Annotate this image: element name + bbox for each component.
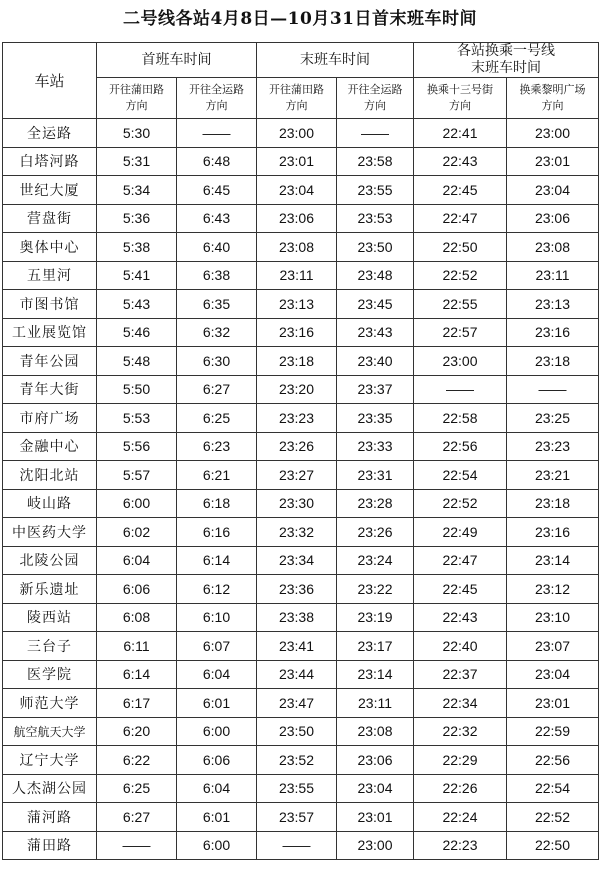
table-row: [3, 803, 599, 832]
last-to-quanyun-cell: 23:55: [337, 176, 414, 205]
first-to-quanyun-cell: 6:45: [177, 176, 257, 205]
transfer-liming-cell: 23:07: [507, 632, 599, 661]
first-to-putian-cell: 6:27: [97, 803, 177, 832]
last-to-putian-cell: 23:36: [257, 575, 337, 604]
transfer-shisanhao-cell: 22:40: [414, 632, 507, 661]
station-cell: 师范大学: [3, 689, 97, 718]
transfer-liming-cell: 23:18: [507, 347, 599, 376]
table-row: [3, 204, 599, 233]
first-to-putian-cell: 6:00: [97, 489, 177, 518]
first-to-quanyun-cell: 6:00: [177, 717, 257, 746]
first-to-putian-cell: 5:53: [97, 404, 177, 433]
last-to-putian-cell: 23:18: [257, 347, 337, 376]
transfer-liming-cell: 23:06: [507, 204, 599, 233]
last-to-quanyun-cell: 23:22: [337, 575, 414, 604]
last-to-putian-cell: 23:23: [257, 404, 337, 433]
first-to-putian-cell: 6:25: [97, 774, 177, 803]
first-to-putian-cell: 5:48: [97, 347, 177, 376]
first-to-quanyun-cell: 6:06: [177, 746, 257, 775]
first-to-quanyun-cell: 6:38: [177, 261, 257, 290]
last-to-putian-cell: 23:20: [257, 375, 337, 404]
table-row: [3, 774, 599, 803]
last-to-quanyun-cell: 23:37: [337, 375, 414, 404]
schedule-table: [2, 42, 599, 860]
table-row: [3, 689, 599, 718]
first-to-putian-cell: 5:30: [97, 119, 177, 148]
first-to-quanyun-cell: 6:23: [177, 432, 257, 461]
transfer-shisanhao-cell: 22:52: [414, 489, 507, 518]
first-to-putian-cell: 5:38: [97, 233, 177, 262]
table-row: [3, 575, 599, 604]
station-cell: 航空航天大学: [3, 717, 97, 746]
station-cell: 中医药大学: [3, 518, 97, 547]
first-to-quanyun-cell: 6:25: [177, 404, 257, 433]
first-to-putian-cell: 6:20: [97, 717, 177, 746]
transfer-shisanhao-cell: 22:37: [414, 660, 507, 689]
first-to-putian-cell: 6:02: [97, 518, 177, 547]
last-to-putian-cell: 23:30: [257, 489, 337, 518]
first-to-quanyun-cell: 6:04: [177, 660, 257, 689]
station-cell: 三台子: [3, 632, 97, 661]
transfer-liming-cell: 23:08: [507, 233, 599, 262]
table-row: [3, 404, 599, 433]
first-to-quanyun-cell: 6:10: [177, 603, 257, 632]
last-to-putian-cell: 23:08: [257, 233, 337, 262]
first-to-quanyun-cell: 6:35: [177, 290, 257, 319]
last-to-putian-cell: 23:04: [257, 176, 337, 205]
last-train-header: 末班车时间: [257, 43, 414, 78]
table-row: [3, 176, 599, 205]
first-to-putian-cell: 6:08: [97, 603, 177, 632]
last-to-quanyun-header: 开往全运路 方向: [337, 78, 414, 119]
table-row: [3, 119, 599, 148]
transfer-shisanhao-cell: 23:00: [414, 347, 507, 376]
station-cell: 新乐遗址: [3, 575, 97, 604]
station-cell: 蒲河路: [3, 803, 97, 832]
table-row: [3, 518, 599, 547]
transfer-shisanhao-cell: 22:43: [414, 147, 507, 176]
last-to-quanyun-cell: 23:53: [337, 204, 414, 233]
station-cell: 市图书馆: [3, 290, 97, 319]
transfer-liming-cell: 22:52: [507, 803, 599, 832]
first-to-quanyun-cell: 6:01: [177, 689, 257, 718]
last-to-quanyun-cell: 23:45: [337, 290, 414, 319]
first-to-putian-cell: 5:36: [97, 204, 177, 233]
transfer-shisanhao-cell: 22:58: [414, 404, 507, 433]
first-to-quanyun-cell: 6:01: [177, 803, 257, 832]
last-to-putian-header: 开往蒲田路 方向: [257, 78, 337, 119]
first-to-putian-cell: 5:31: [97, 147, 177, 176]
table-row: [3, 461, 599, 490]
last-to-quanyun-cell: 23:04: [337, 774, 414, 803]
first-to-putian-cell: 5:50: [97, 375, 177, 404]
station-cell: 营盘街: [3, 204, 97, 233]
transfer-liming-cell: 23:11: [507, 261, 599, 290]
first-to-quanyun-cell: 6:14: [177, 546, 257, 575]
first-to-putian-cell: 5:56: [97, 432, 177, 461]
transfer-liming-cell: 23:14: [507, 546, 599, 575]
table-row: [3, 347, 599, 376]
transfer-shisanhao-cell: 22:45: [414, 575, 507, 604]
table-row: [3, 660, 599, 689]
last-to-quanyun-cell: 23:11: [337, 689, 414, 718]
table-row: [3, 632, 599, 661]
transfer-liming-cell: 23:00: [507, 119, 599, 148]
last-to-quanyun-cell: 23:01: [337, 803, 414, 832]
transfer-shisanhao-cell: 22:32: [414, 717, 507, 746]
first-to-putian-cell: 6:11: [97, 632, 177, 661]
first-to-quanyun-cell: ——: [177, 119, 257, 148]
transfer-shisanhao-cell: 22:43: [414, 603, 507, 632]
last-to-putian-cell: 23:32: [257, 518, 337, 547]
table-row: [3, 546, 599, 575]
first-to-putian-cell: 5:46: [97, 318, 177, 347]
first-to-quanyun-cell: 6:48: [177, 147, 257, 176]
first-to-putian-cell: 6:06: [97, 575, 177, 604]
transfer-liming-cell: 23:10: [507, 603, 599, 632]
transfer-liming-cell: 23:01: [507, 147, 599, 176]
first-to-putian-cell: 5:41: [97, 261, 177, 290]
last-to-putian-cell: 23:55: [257, 774, 337, 803]
transfer-liming-cell: 22:56: [507, 746, 599, 775]
transfer-shisanhao-cell: 22:52: [414, 261, 507, 290]
first-to-quanyun-cell: 6:27: [177, 375, 257, 404]
transfer-shisanhao-cell: 22:49: [414, 518, 507, 547]
last-to-putian-cell: 23:26: [257, 432, 337, 461]
table-row: [3, 147, 599, 176]
first-to-quanyun-cell: 6:32: [177, 318, 257, 347]
last-to-quanyun-cell: 23:06: [337, 746, 414, 775]
station-cell: 陵西站: [3, 603, 97, 632]
first-to-putian-header: 开往蒲田路 方向: [97, 78, 177, 119]
header-row-group: [3, 43, 599, 78]
first-to-putian-cell: 5:57: [97, 461, 177, 490]
last-to-quanyun-cell: 23:40: [337, 347, 414, 376]
table-row: [3, 831, 599, 860]
transfer-shisanhao-cell: 22:47: [414, 546, 507, 575]
last-to-quanyun-cell: 23:43: [337, 318, 414, 347]
station-cell: 辽宁大学: [3, 746, 97, 775]
first-to-quanyun-cell: 6:07: [177, 632, 257, 661]
last-to-quanyun-cell: 23:08: [337, 717, 414, 746]
transfer-liming-cell: 23:12: [507, 575, 599, 604]
station-cell: 沈阳北站: [3, 461, 97, 490]
last-to-putian-cell: 23:50: [257, 717, 337, 746]
last-to-putian-cell: 23:47: [257, 689, 337, 718]
first-to-putian-cell: 6:04: [97, 546, 177, 575]
last-to-quanyun-cell: ——: [337, 119, 414, 148]
transfer-liming-cell: 23:16: [507, 318, 599, 347]
last-to-putian-cell: 23:44: [257, 660, 337, 689]
last-to-putian-cell: 23:11: [257, 261, 337, 290]
first-to-putian-cell: 6:14: [97, 660, 177, 689]
transfer-shisanhao-cell: ——: [414, 375, 507, 404]
last-to-putian-cell: 23:57: [257, 803, 337, 832]
last-to-putian-cell: ——: [257, 831, 337, 860]
station-cell: 青年大街: [3, 375, 97, 404]
last-to-quanyun-cell: 23:48: [337, 261, 414, 290]
last-to-putian-cell: 23:01: [257, 147, 337, 176]
station-cell: 工业展览馆: [3, 318, 97, 347]
last-to-quanyun-cell: 23:58: [337, 147, 414, 176]
first-to-putian-cell: 5:34: [97, 176, 177, 205]
table-row: [3, 603, 599, 632]
first-to-quanyun-cell: 6:16: [177, 518, 257, 547]
first-to-quanyun-cell: 6:40: [177, 233, 257, 262]
transfer-liming-header: 换乘黎明广场 方向: [507, 78, 599, 119]
first-to-putian-cell: ——: [97, 831, 177, 860]
transfer-liming-cell: 22:54: [507, 774, 599, 803]
transfer-liming-cell: 22:59: [507, 717, 599, 746]
last-to-putian-cell: 23:00: [257, 119, 337, 148]
last-to-quanyun-cell: 23:31: [337, 461, 414, 490]
transfer-liming-cell: 22:50: [507, 831, 599, 860]
transfer-shisanhao-cell: 22:24: [414, 803, 507, 832]
transfer-shisanhao-cell: 22:41: [414, 119, 507, 148]
first-to-putian-cell: 6:17: [97, 689, 177, 718]
transfer-shisanhao-cell: 22:54: [414, 461, 507, 490]
station-cell: 人杰湖公园: [3, 774, 97, 803]
station-cell: 五里河: [3, 261, 97, 290]
transfer-shisanhao-cell: 22:50: [414, 233, 507, 262]
station-cell: 白塔河路: [3, 147, 97, 176]
transfer-shisanhao-cell: 22:26: [414, 774, 507, 803]
transfer-header: 各站换乘一号线 末班车时间: [414, 43, 599, 78]
last-to-quanyun-cell: 23:50: [337, 233, 414, 262]
first-to-quanyun-cell: 6:18: [177, 489, 257, 518]
station-cell: 金融中心: [3, 432, 97, 461]
transfer-liming-cell: 23:23: [507, 432, 599, 461]
first-to-quanyun-cell: 6:43: [177, 204, 257, 233]
first-to-putian-cell: 5:43: [97, 290, 177, 319]
transfer-shisanhao-header: 换乘十三号街 方向: [414, 78, 507, 119]
last-to-quanyun-cell: 23:19: [337, 603, 414, 632]
table-row: [3, 261, 599, 290]
transfer-shisanhao-cell: 22:45: [414, 176, 507, 205]
table-row: [3, 233, 599, 262]
first-to-quanyun-cell: 6:30: [177, 347, 257, 376]
first-to-quanyun-cell: 6:00: [177, 831, 257, 860]
table-row: [3, 746, 599, 775]
table-row: [3, 432, 599, 461]
station-cell: 全运路: [3, 119, 97, 148]
last-to-putian-cell: 23:34: [257, 546, 337, 575]
table-row: [3, 375, 599, 404]
station-cell: 岐山路: [3, 489, 97, 518]
transfer-liming-cell: 23:18: [507, 489, 599, 518]
first-to-quanyun-header: 开往全运路 方向: [177, 78, 257, 119]
last-to-putian-cell: 23:27: [257, 461, 337, 490]
last-to-quanyun-cell: 23:00: [337, 831, 414, 860]
table-row: [3, 489, 599, 518]
table-row: [3, 717, 599, 746]
last-to-putian-cell: 23:52: [257, 746, 337, 775]
station-column-header: 车站: [3, 43, 97, 119]
transfer-shisanhao-cell: 22:57: [414, 318, 507, 347]
last-to-putian-cell: 23:16: [257, 318, 337, 347]
last-to-quanyun-cell: 23:35: [337, 404, 414, 433]
last-to-quanyun-cell: 23:24: [337, 546, 414, 575]
first-to-quanyun-cell: 6:12: [177, 575, 257, 604]
transfer-shisanhao-cell: 22:56: [414, 432, 507, 461]
transfer-liming-cell: 23:21: [507, 461, 599, 490]
transfer-liming-cell: ——: [507, 375, 599, 404]
first-to-quanyun-cell: 6:04: [177, 774, 257, 803]
last-to-putian-cell: 23:38: [257, 603, 337, 632]
transfer-liming-cell: 23:13: [507, 290, 599, 319]
station-cell: 青年公园: [3, 347, 97, 376]
transfer-liming-cell: 23:25: [507, 404, 599, 433]
last-to-quanyun-cell: 23:14: [337, 660, 414, 689]
last-to-quanyun-cell: 23:26: [337, 518, 414, 547]
station-cell: 奥体中心: [3, 233, 97, 262]
station-cell: 蒲田路: [3, 831, 97, 860]
page-title: 二号线各站4月8日—10月31日首末班车时间: [123, 9, 477, 29]
table-row: [3, 318, 599, 347]
transfer-shisanhao-cell: 22:23: [414, 831, 507, 860]
transfer-shisanhao-cell: 22:47: [414, 204, 507, 233]
station-cell: 北陵公园: [3, 546, 97, 575]
first-train-header: 首班车时间: [97, 43, 257, 78]
last-to-quanyun-cell: 23:17: [337, 632, 414, 661]
transfer-liming-cell: 23:04: [507, 176, 599, 205]
last-to-putian-cell: 23:06: [257, 204, 337, 233]
transfer-shisanhao-cell: 22:29: [414, 746, 507, 775]
table-row: [3, 290, 599, 319]
station-cell: 市府广场: [3, 404, 97, 433]
last-to-quanyun-cell: 23:28: [337, 489, 414, 518]
first-to-quanyun-cell: 6:21: [177, 461, 257, 490]
transfer-shisanhao-cell: 22:55: [414, 290, 507, 319]
transfer-shisanhao-cell: 22:34: [414, 689, 507, 718]
last-to-quanyun-cell: 23:33: [337, 432, 414, 461]
station-cell: 世纪大厦: [3, 176, 97, 205]
transfer-liming-cell: 23:16: [507, 518, 599, 547]
transfer-liming-cell: 23:04: [507, 660, 599, 689]
first-to-putian-cell: 6:22: [97, 746, 177, 775]
transfer-liming-cell: 23:01: [507, 689, 599, 718]
last-to-putian-cell: 23:13: [257, 290, 337, 319]
last-to-putian-cell: 23:41: [257, 632, 337, 661]
station-cell: 医学院: [3, 660, 97, 689]
